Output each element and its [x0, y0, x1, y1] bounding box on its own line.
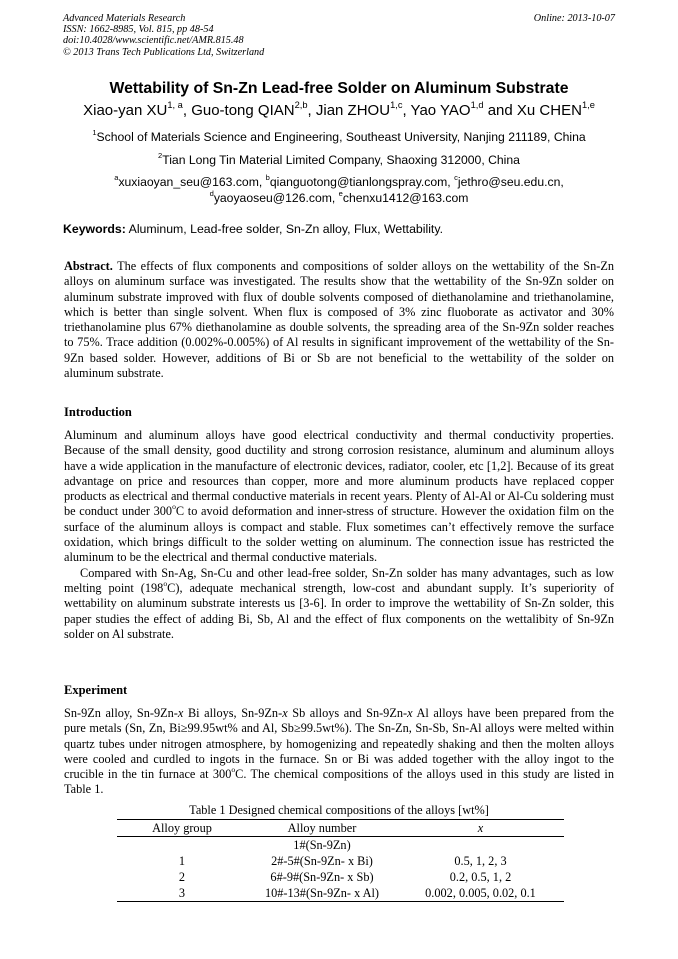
author-list: Xiao-yan XU$^{1, a}$, Guo-tong QIAN$^{2,b}$, Jian ZHOU$^{1,c}$, Yao YAO$^{1,d}$ and Xu CHEN$^{1,e}$ — [83, 99, 595, 119]
email-link[interactable]: xuxiaoyan_seu@163.com, — [118, 175, 263, 189]
table-row — [117, 853, 564, 869]
email-line-2: $^d$yaoyaoseu@126.com, $^e$chenxu1412@163.com — [209, 188, 469, 205]
author-affiliation-mark: 1,d — [470, 99, 484, 110]
introduction-body — [64, 428, 614, 642]
table-row — [117, 885, 564, 902]
author-name: Jian ZHOU — [315, 102, 391, 119]
introduction-paragraph-1: Aluminum and aluminum alloys have good electrical conductivity and thermal conductivity properties. Because of the small density, good ductility and strong corrosion resistance, aluminum and aluminum alloys have a wide application in the manufacture of electronic devices, radiator, cooler, etc [1,2]. Because of its great advantage on price and resources than copper, more and more aluminum products have replaced copper products as electrical and thermal conductive materials in recent years. Plenty of Al-Al or Al-Cu soldering must be conduct under 300$^o$C to avoid deformation and inner-stress of structure. However the oxidation film on the surface of the aluminum alloys is compact and stable. Flux sometimes can’t effectively remove the surface oxidation, which brings difficult to the solder wetting on aluminum. The connection issue has restricted the aluminum to be the electrical and thermal conductive materials. — [64, 428, 614, 565]
table-cell: 1 — [178, 853, 186, 868]
table-row — [117, 837, 564, 854]
email-link[interactable]: jethro@seu.edu.cn, — [457, 175, 564, 189]
abstract-label: Abstract. — [64, 259, 113, 273]
table-cell: 1#(Sn-9Zn) — [293, 837, 351, 852]
introduction-paragraph-2: Compared with Sn-Ag, Sn-Cu and other lead-free solder, Sn-Zn solder has many advantages, such as low melting point (198$^o$C), adequate mechanical strength, low-cost and abundant supply. It’s superiority of wettability on aluminum substrate interests us [3-6]. In order to improve the wettability of Sn-Zn solder, this paper studies the effect of adding Bi, Sb, Al and the effect of flux components on the wettalibity of Sn-9Zn solder on Al substrate. — [64, 565, 614, 641]
doi: doi:10.4028/www.scientific.net/AMR.815.48 — [63, 35, 244, 47]
table-cell: 2 — [178, 869, 186, 884]
affiliation-2: $^2$Tian Long Tin Material Limited Company, Shaoxing 312000, China — [158, 150, 520, 167]
table-cell: 0.2, 0.5, 1, 2 — [449, 869, 512, 884]
column-header: Alloy number — [247, 820, 397, 837]
email-line-1: $^a$xuxiaoyan_seu@163.com, $^b$qianguotong@tianlongspray.com, $^c$jethro@seu.edu.cn, — [114, 172, 564, 189]
author-affiliation-mark: 1,c — [390, 99, 403, 110]
author-affiliation-mark: 1, a — [167, 99, 183, 110]
author-name: Yao YAO — [410, 102, 471, 119]
table-cell: 10#-13#(Sn-9Zn- x Al) — [247, 885, 397, 902]
keywords-text: Aluminum, Lead-free solder, Sn-Zn alloy, Flux, Wettability. — [128, 222, 444, 236]
author-name: Xu CHEN — [516, 102, 582, 119]
table-row — [117, 869, 564, 885]
experiment-heading: Experiment — [64, 683, 128, 697]
author-name: Xiao-yan XU — [83, 102, 168, 119]
author-name: Guo-tong QIAN — [191, 102, 295, 119]
table-cell: 3 — [117, 885, 247, 902]
column-header: x — [397, 820, 564, 837]
online-date: Online: 2013-10-07 — [533, 13, 615, 24]
introduction-heading: Introduction — [64, 405, 132, 419]
table-cell: 2#-5#(Sn-9Zn- x Bi) — [271, 853, 373, 868]
author-affiliation-mark: 1,e — [581, 99, 595, 110]
abstract — [64, 259, 614, 381]
table-header-row — [117, 820, 564, 837]
copyright: © 2013 Trans Tech Publications Ltd, Switzerland — [63, 46, 265, 58]
keywords — [63, 222, 443, 236]
email-link[interactable]: qianguotong@tianlongspray.com, — [269, 175, 451, 189]
table-cell: 0.002, 0.005, 0.02, 0.1 — [397, 885, 564, 902]
table-cell: 0.5, 1, 2, 3 — [454, 853, 507, 868]
composition-table — [117, 819, 564, 902]
keywords-label: Keywords: — [63, 222, 126, 236]
affiliation-1: $^1$School of Materials Science and Engineering, Southeast University, Nanjing 211189, China — [92, 127, 586, 144]
author-affiliation-mark: 2,b — [294, 99, 308, 110]
table-cell — [117, 837, 247, 854]
header-meta — [63, 13, 615, 58]
table-caption: Table 1 Designed chemical compositions of the alloys [wt%] — [189, 803, 489, 817]
journal-name: Advanced Materials Research — [63, 13, 186, 24]
table-cell: 6#-9#(Sn-9Zn- x Sb) — [270, 869, 374, 884]
paper-title: Wettability of Sn-Zn Lead-free Solder on Aluminum Substrate — [109, 80, 569, 97]
table-cell — [397, 837, 564, 854]
email-link[interactable]: chenxu1412@163.com — [342, 191, 469, 205]
email-link[interactable]: yaoyaoseu@126.com, — [213, 191, 336, 205]
column-header: Alloy group — [117, 820, 247, 837]
abstract-text: The effects of flux components and compositions of solder alloys on the wettability of the Sn-Zn alloys on aluminum surface was investigated. The results show that the wettability of the Sn-9Zn solder on aluminum substrate improved with flux of double solvents composed of diethanolamine and triethanolamine, which is better than single solvent. When flux is composed of 3% zinc fluoborate as activator and 30% triethanolamine plus 67% diethanolamine as double solvents, the spreading area of the Sn-9Zn solder reaches to 75%. Trace addition (0.002%-0.005%) of Al results in significant improvement of the wettability of the Sn-9Zn based solder. However, additions of Bi or Sb are not beneficial to the wettability of the solder on aluminum substrate. — [64, 259, 614, 381]
issn: ISSN: 1662-8985, Vol. 815, pp 48-54 — [63, 24, 214, 36]
experiment-paragraph: Sn-9Zn alloy, Sn-9Zn-x Bi alloys, Sn-9Zn-x Sb alloys and Sn-9Zn-x Al alloys have been prepared from the pure metals (Sn, Zn, Bi≥99.95wt% and Al, Sb≥99.5wt%). The Sn-Zn, Sn-Sb, Sn-Al alloys were melted within quartz tubes under nitrogen atmosphere, by homogenizing and repeatedly shaking and then the molten alloys were cooled and curdled to ingots in the furnace. Sn or Bi was added together with the alloy ingot to the crucible in the tin furnace at 300$^o$C. The chemical compositions of the alloys used in this study are listed in Table 1. — [64, 706, 614, 797]
